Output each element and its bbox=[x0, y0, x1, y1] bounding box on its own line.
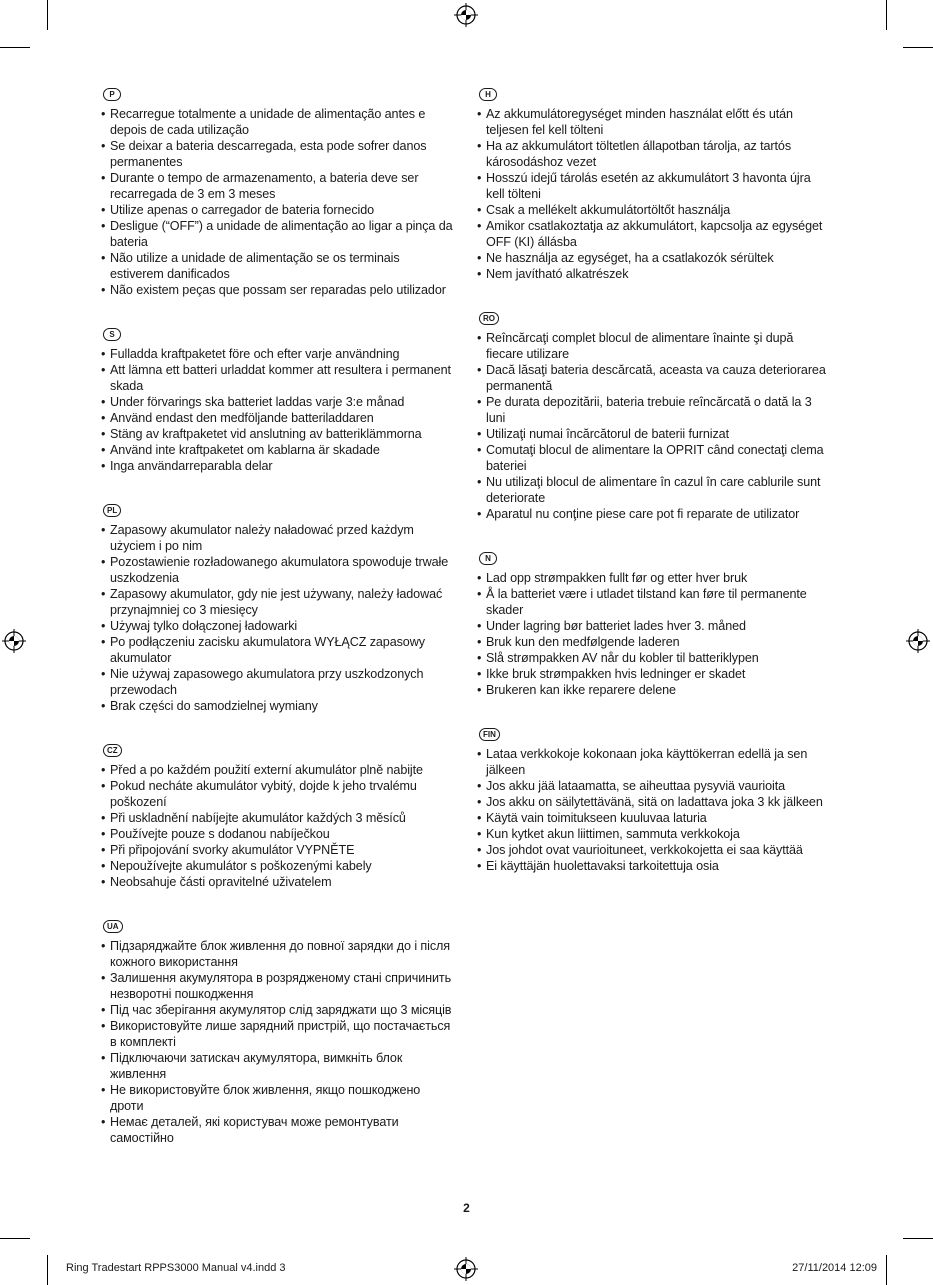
language-code-badge: FIN bbox=[479, 728, 500, 741]
instruction-item: • Hosszú idejű tárolás esetén az akkumulátort 3 havonta újra kell tölteni bbox=[477, 170, 829, 202]
language-code-badge: H bbox=[479, 88, 497, 101]
right-column bbox=[477, 84, 829, 900]
instruction-item: • Nepoužívejte akumulátor s poškozenými kabely bbox=[101, 858, 453, 874]
language-section-pl bbox=[101, 500, 453, 714]
language-code-badge: UA bbox=[103, 920, 123, 933]
instruction-item: • Brukeren kan ikke reparere delene bbox=[477, 682, 829, 698]
instruction-item: • Před a po každém použití externí akumulátor plně nabijte bbox=[101, 762, 453, 778]
language-section-ua bbox=[101, 916, 453, 1146]
instruction-item: • Při uskladnění nabíjejte akumulátor každých 3 měsíců bbox=[101, 810, 453, 826]
language-code-badge: N bbox=[479, 552, 497, 565]
registration-mark-icon bbox=[906, 629, 930, 653]
instruction-item: • Не використовуйте блок живлення, якщо пошкоджено дроти bbox=[101, 1082, 453, 1114]
instruction-item: • Pe durata depozitării, bateria trebuie reîncărcată o dată la 3 luni bbox=[477, 394, 829, 426]
instruction-item: • Se deixar a bateria descarregada, esta pode sofrer danos permanentes bbox=[101, 138, 453, 170]
instruction-list bbox=[101, 762, 453, 890]
instruction-list bbox=[101, 346, 453, 474]
language-section-fin bbox=[477, 724, 829, 874]
language-code-badge: RO bbox=[479, 312, 499, 325]
crop-mark bbox=[47, 1255, 48, 1285]
instruction-item: • Bruk kun den medfølgende laderen bbox=[477, 634, 829, 650]
instruction-item: • Під час зберігання акумулятор слід заряджати що 3 місяців bbox=[101, 1002, 453, 1018]
instruction-item: • Pokud necháte akumulátor vybitý, dojde k jeho trvalému poškození bbox=[101, 778, 453, 810]
instruction-item: • Utilizaţi numai încărcătorul de baterii furnizat bbox=[477, 426, 829, 442]
instruction-list bbox=[101, 106, 453, 298]
instruction-list bbox=[477, 106, 829, 282]
instruction-item: • Po podłączeniu zacisku akumulatora WYŁĄCZ zapasowy akumulator bbox=[101, 634, 453, 666]
footer-file-name: Ring Tradestart RPPS3000 Manual v4.indd 3 bbox=[66, 1262, 286, 1274]
language-section-cz bbox=[101, 740, 453, 890]
registration-mark-icon bbox=[2, 629, 26, 653]
crop-mark bbox=[0, 1238, 30, 1239]
instruction-item: • Jos johdot ovat vaurioituneet, verkkokojetta ei saa käyttää bbox=[477, 842, 829, 858]
instruction-item: • Zapasowy akumulator, gdy nie jest używany, należy ładować przynajmniej co 3 miesięcy bbox=[101, 586, 453, 618]
language-section-n bbox=[477, 548, 829, 698]
instruction-list bbox=[101, 522, 453, 714]
instruction-item: • Používejte pouze s dodanou nabíječkou bbox=[101, 826, 453, 842]
language-section-ro bbox=[477, 308, 829, 522]
instruction-item: • Při připojování svorky akumulátor VYPNĚTE bbox=[101, 842, 453, 858]
instruction-item: • Inga användarreparabla delar bbox=[101, 458, 453, 474]
crop-mark bbox=[0, 47, 30, 48]
instruction-item: • Använd inte kraftpaketet om kablarna är skadade bbox=[101, 442, 453, 458]
instruction-item: • Não utilize a unidade de alimentação se os terminais estiverem danificados bbox=[101, 250, 453, 282]
instruction-item: • Reîncărcaţi complet blocul de alimentare înainte şi după fiecare utilizare bbox=[477, 330, 829, 362]
left-column bbox=[101, 84, 453, 1172]
crop-mark bbox=[47, 0, 48, 30]
instruction-item: • Підключаючи затискач акумулятора, вимкніть блок живлення bbox=[101, 1050, 453, 1082]
instruction-item: • Nem javítható alkatrészek bbox=[477, 266, 829, 282]
crop-mark bbox=[886, 0, 887, 30]
language-section-s bbox=[101, 324, 453, 474]
instruction-list bbox=[101, 938, 453, 1146]
instruction-item: • Jos akku jää lataamatta, se aiheuttaa pysyviä vaurioita bbox=[477, 778, 829, 794]
registration-mark-icon bbox=[454, 1257, 478, 1281]
instruction-item: • Brak części do samodzielnej wymiany bbox=[101, 698, 453, 714]
instruction-item: • Under lagring bør batteriet lades hver 3. måned bbox=[477, 618, 829, 634]
instruction-item: • Dacă lăsaţi bateria descărcată, aceasta va cauza deteriorarea permanentă bbox=[477, 362, 829, 394]
registration-mark-icon bbox=[454, 3, 478, 27]
instruction-item: • Nie używaj zapasowego akumulatora przy uszkodzonych przewodach bbox=[101, 666, 453, 698]
instruction-item: • Ikke bruk strømpakken hvis ledninger er skadet bbox=[477, 666, 829, 682]
instruction-item: • Stäng av kraftpaketet vid anslutning av batteriklämmorna bbox=[101, 426, 453, 442]
instruction-item: • Jos akku on säilytettävänä, sitä on ladattava joka 3 kk jälkeen bbox=[477, 794, 829, 810]
language-code-badge: PL bbox=[103, 504, 121, 517]
instruction-item: • Under förvarings ska batteriet laddas varje 3:e månad bbox=[101, 394, 453, 410]
instruction-item: • Aparatul nu conţine piese care pot fi reparate de utilizator bbox=[477, 506, 829, 522]
instruction-item: • Använd endast den medföljande batteriladdaren bbox=[101, 410, 453, 426]
language-code-badge: CZ bbox=[103, 744, 122, 757]
instruction-item: • Fulladda kraftpaketet före och efter varje användning bbox=[101, 346, 453, 362]
instruction-item: • Zapasowy akumulator należy naładować przed każdym użyciem i po nim bbox=[101, 522, 453, 554]
language-section-p bbox=[101, 84, 453, 298]
instruction-item: • Ei käyttäjän huolettavaksi tarkoitettuja osia bbox=[477, 858, 829, 874]
instruction-item: • Käytä vain toimitukseen kuuluvaa laturia bbox=[477, 810, 829, 826]
instruction-item: • Csak a mellékelt akkumulátortöltőt használja bbox=[477, 202, 829, 218]
instruction-item: • Amikor csatlakoztatja az akkumulátort, kapcsolja az egységet OFF (KI) állásba bbox=[477, 218, 829, 250]
instruction-item: • Немає деталей, які користувач може ремонтувати самостійно bbox=[101, 1114, 453, 1146]
instruction-item: • Używaj tylko dołączonej ładowarki bbox=[101, 618, 453, 634]
instruction-item: • Desligue (“OFF”) a unidade de alimentação ao ligar a pinça da bateria bbox=[101, 218, 453, 250]
instruction-item: • Recarregue totalmente a unidade de alimentação antes e depois de cada utilização bbox=[101, 106, 453, 138]
instruction-item: • Comutaţi blocul de alimentare la OPRIT când conectaţi clema bateriei bbox=[477, 442, 829, 474]
instruction-item: • Kun kytket akun liittimen, sammuta verkkokoja bbox=[477, 826, 829, 842]
instruction-item: • Pozostawienie rozładowanego akumulatora spowoduje trwałe uszkodzenia bbox=[101, 554, 453, 586]
instruction-item: • Lad opp strømpakken fullt før og etter hver bruk bbox=[477, 570, 829, 586]
instruction-item: • Залишення акумулятора в розрядженому стані спричинить незворотні пошкодження bbox=[101, 970, 453, 1002]
instruction-item: • Nu utilizaţi blocul de alimentare în cazul în care cablurile sunt deteriorate bbox=[477, 474, 829, 506]
page-number: 2 bbox=[463, 1201, 470, 1215]
instruction-item: • Ne használja az egységet, ha a csatlakozók sérültek bbox=[477, 250, 829, 266]
crop-mark bbox=[903, 47, 933, 48]
instruction-item: • Ha az akkumulátort töltetlen állapotban tárolja, az tartós károsodáshoz vezet bbox=[477, 138, 829, 170]
instruction-item: • Durante o tempo de armazenamento, a bateria deve ser recarregada de 3 em 3 meses bbox=[101, 170, 453, 202]
instruction-item: • Å la batteriet være i utladet tilstand kan føre til permanente skader bbox=[477, 586, 829, 618]
language-code-badge: S bbox=[103, 328, 121, 341]
instruction-item: • Az akkumulátoregységet minden használat előtt és után teljesen fel kell tölteni bbox=[477, 106, 829, 138]
instruction-list bbox=[477, 570, 829, 698]
instruction-item: • Utilize apenas o carregador de bateria fornecido bbox=[101, 202, 453, 218]
crop-mark bbox=[886, 1255, 887, 1285]
instruction-item: • Slå strømpakken AV når du kobler til batteriklypen bbox=[477, 650, 829, 666]
instruction-list bbox=[477, 330, 829, 522]
instruction-item: • Neobsahuje části opravitelné uživatelem bbox=[101, 874, 453, 890]
instruction-list bbox=[477, 746, 829, 874]
instruction-item: • Lataa verkkokoje kokonaan joka käyttökerran edellä ja sen jälkeen bbox=[477, 746, 829, 778]
instruction-item: • Att lämna ett batteri urladdat kommer att resultera i permanent skada bbox=[101, 362, 453, 394]
instruction-item: • Підзаряджайте блок живлення до повної зарядки до і після кожного використання bbox=[101, 938, 453, 970]
instruction-item: • Não existem peças que possam ser reparadas pelo utilizador bbox=[101, 282, 453, 298]
footer-date: 27/11/2014 12:09 bbox=[792, 1262, 877, 1274]
instruction-item: • Використовуйте лише зарядний пристрій, що постачається в комплекті bbox=[101, 1018, 453, 1050]
crop-mark bbox=[903, 1238, 933, 1239]
language-section-h bbox=[477, 84, 829, 282]
language-code-badge: P bbox=[103, 88, 121, 101]
